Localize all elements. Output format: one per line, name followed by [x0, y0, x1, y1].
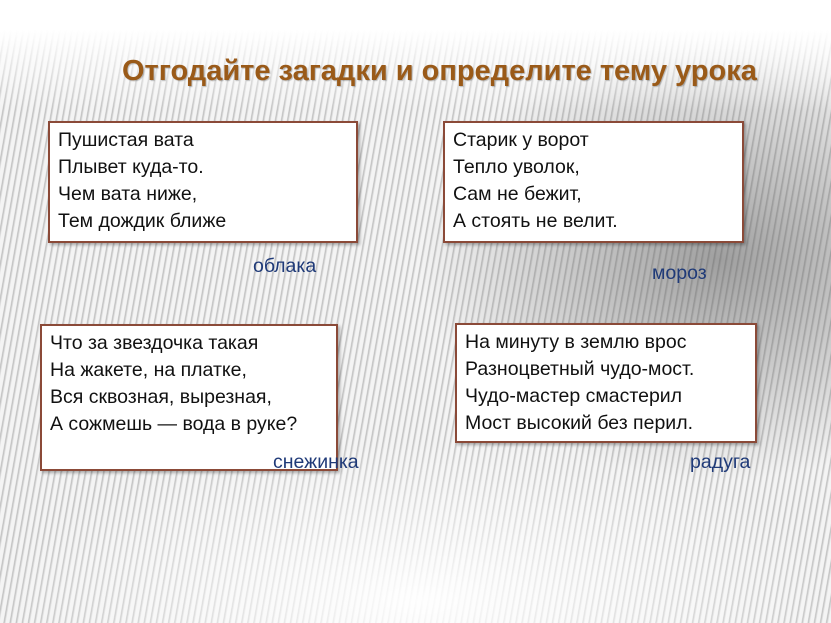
- riddle-line: Тем дождик ближе: [58, 210, 227, 232]
- riddle-line: Старик у ворот: [453, 129, 589, 151]
- riddle-line: Плывет куда-то.: [58, 156, 204, 178]
- riddle-line: А сожмешь — вода в руке?: [50, 413, 298, 435]
- riddle-line: Чем вата ниже,: [58, 183, 198, 205]
- riddle-box-clouds: [48, 121, 358, 243]
- riddle-line: Тепло уволок,: [453, 156, 580, 178]
- riddle-line: Сам не бежит,: [453, 183, 582, 205]
- riddle-line: Разноцветный чудо-мост.: [465, 358, 695, 380]
- answer-snowflake: снежинка: [273, 451, 359, 473]
- riddle-box-frost: [443, 121, 744, 243]
- riddle-line: Вся сквозная, вырезная,: [50, 386, 272, 408]
- riddle-line: Чудо-мастер смастерил: [465, 385, 683, 407]
- answer-clouds: облака: [253, 255, 317, 277]
- slide-title: Отгодайте загадки и определите тему урока: [122, 55, 757, 87]
- riddle-line: Пушистая вата: [58, 129, 194, 151]
- answer-rainbow: радуга: [690, 451, 751, 473]
- riddle-line: Мост высокий без перил.: [465, 412, 693, 434]
- riddle-line: Что за звездочка такая: [50, 332, 259, 354]
- answer-frost: мороз: [652, 262, 707, 284]
- riddle-line: А стоять не велит.: [453, 210, 618, 232]
- riddle-line: На жакете, на платке,: [50, 359, 247, 381]
- riddle-line: На минуту в землю врос: [465, 331, 687, 353]
- riddle-box-rainbow: [455, 323, 757, 443]
